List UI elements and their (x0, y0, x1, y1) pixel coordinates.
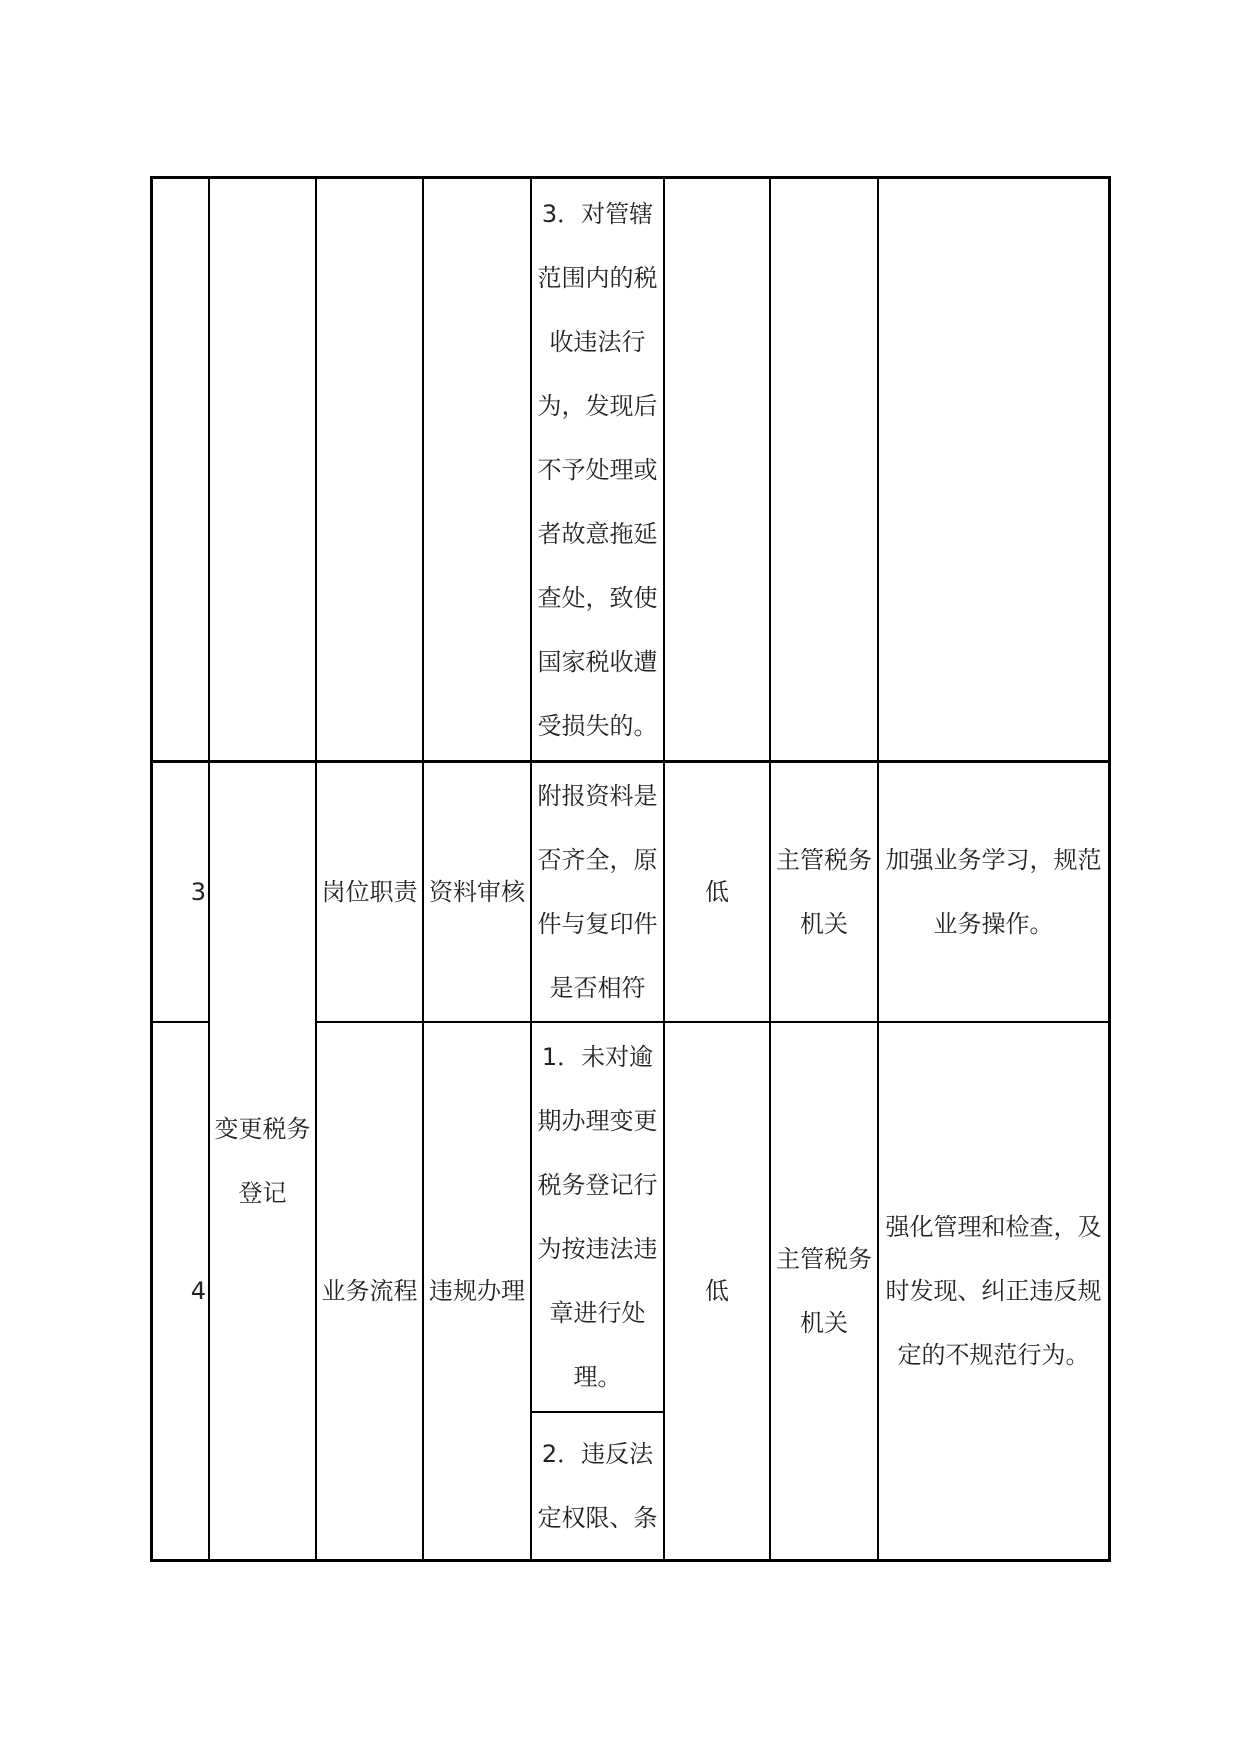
row3-responsible-line: 机关 (800, 910, 848, 938)
row4-measure-line: 强化管理和检查，及 (885, 1213, 1102, 1241)
row4-seq: 4 (190, 1277, 206, 1305)
row4-responsible-line: 机关 (800, 1309, 848, 1337)
row3-category: 岗位职责 (321, 878, 418, 906)
row4-risk-description-2 (532, 1413, 663, 1559)
row4-risk1-line: 1．未对逾 (541, 1043, 654, 1071)
row3-measure-line: 加强业务学习，规范 (885, 846, 1102, 874)
item-name-line: 登记 (238, 1179, 287, 1207)
row4-risk-level: 低 (705, 1277, 729, 1305)
row3-risk-line: 附报资料是 (537, 782, 658, 810)
row4-responsible-unit (771, 1023, 877, 1559)
row3-risk-line: 否齐全，原 (537, 846, 658, 874)
prev-risk-line: 为，发现后 (537, 391, 658, 420)
prev-risk-line: 受损失的。 (537, 711, 658, 740)
row4-risk1-line: 理。 (573, 1363, 622, 1391)
prev-risk-line: 查处，致使 (537, 583, 658, 612)
row3-responsible-line: 主管税务 (776, 846, 872, 874)
row4-risk2-line: 2．违反法 (541, 1440, 654, 1468)
row3-measure-line: 业务操作。 (933, 910, 1054, 938)
row3-responsible-unit (771, 763, 877, 1021)
table-border-bottom (150, 1559, 1111, 1562)
row3-risk-description (532, 763, 663, 1021)
prev-risk-line: 范围内的税 (537, 263, 658, 292)
row3-risk-point: 资料审核 (429, 878, 525, 906)
row4-responsible-line: 主管税务 (776, 1245, 872, 1273)
row4-measure-line: 定的不规范行为。 (897, 1341, 1090, 1369)
item-name-line: 变更税务 (214, 1115, 311, 1143)
prev-risk-line: 者故意拖延 (537, 519, 658, 548)
row4-risk1-line: 期办理变更 (537, 1107, 658, 1135)
row4-risk2-line: 定权限、条 (537, 1504, 658, 1532)
row3-risk-line: 件与复印件 (537, 910, 658, 938)
prev-risk-line: 不予处理或 (537, 455, 658, 484)
prev-risk-line: 国家税收遭 (537, 647, 658, 676)
prev-risk-line: 收违法行 (549, 327, 646, 356)
prev-risk-line: 3．对管辖 (541, 199, 654, 228)
prev-risk-description (532, 179, 663, 760)
row3-prevention-measure (879, 763, 1108, 1021)
row3-risk-line: 是否相符 (549, 974, 646, 1002)
row4-risk1-line: 税务登记行 (537, 1171, 658, 1199)
row4-risk1-line: 为按违法违 (537, 1235, 658, 1263)
row4-prevention-measure (879, 1023, 1108, 1559)
row3-risk-level: 低 (705, 878, 729, 906)
row4-risk-point: 违规办理 (429, 1277, 525, 1305)
row3-seq: 3 (190, 878, 206, 906)
row4-measure-line: 时发现、纠正违反规 (885, 1277, 1102, 1305)
row4-risk1-line: 章进行处 (549, 1299, 646, 1327)
col-line-8 (1108, 176, 1111, 1562)
row4-category: 业务流程 (321, 1277, 418, 1305)
merged-item-name (210, 763, 315, 1559)
row4-risk-description-1 (532, 1023, 663, 1411)
